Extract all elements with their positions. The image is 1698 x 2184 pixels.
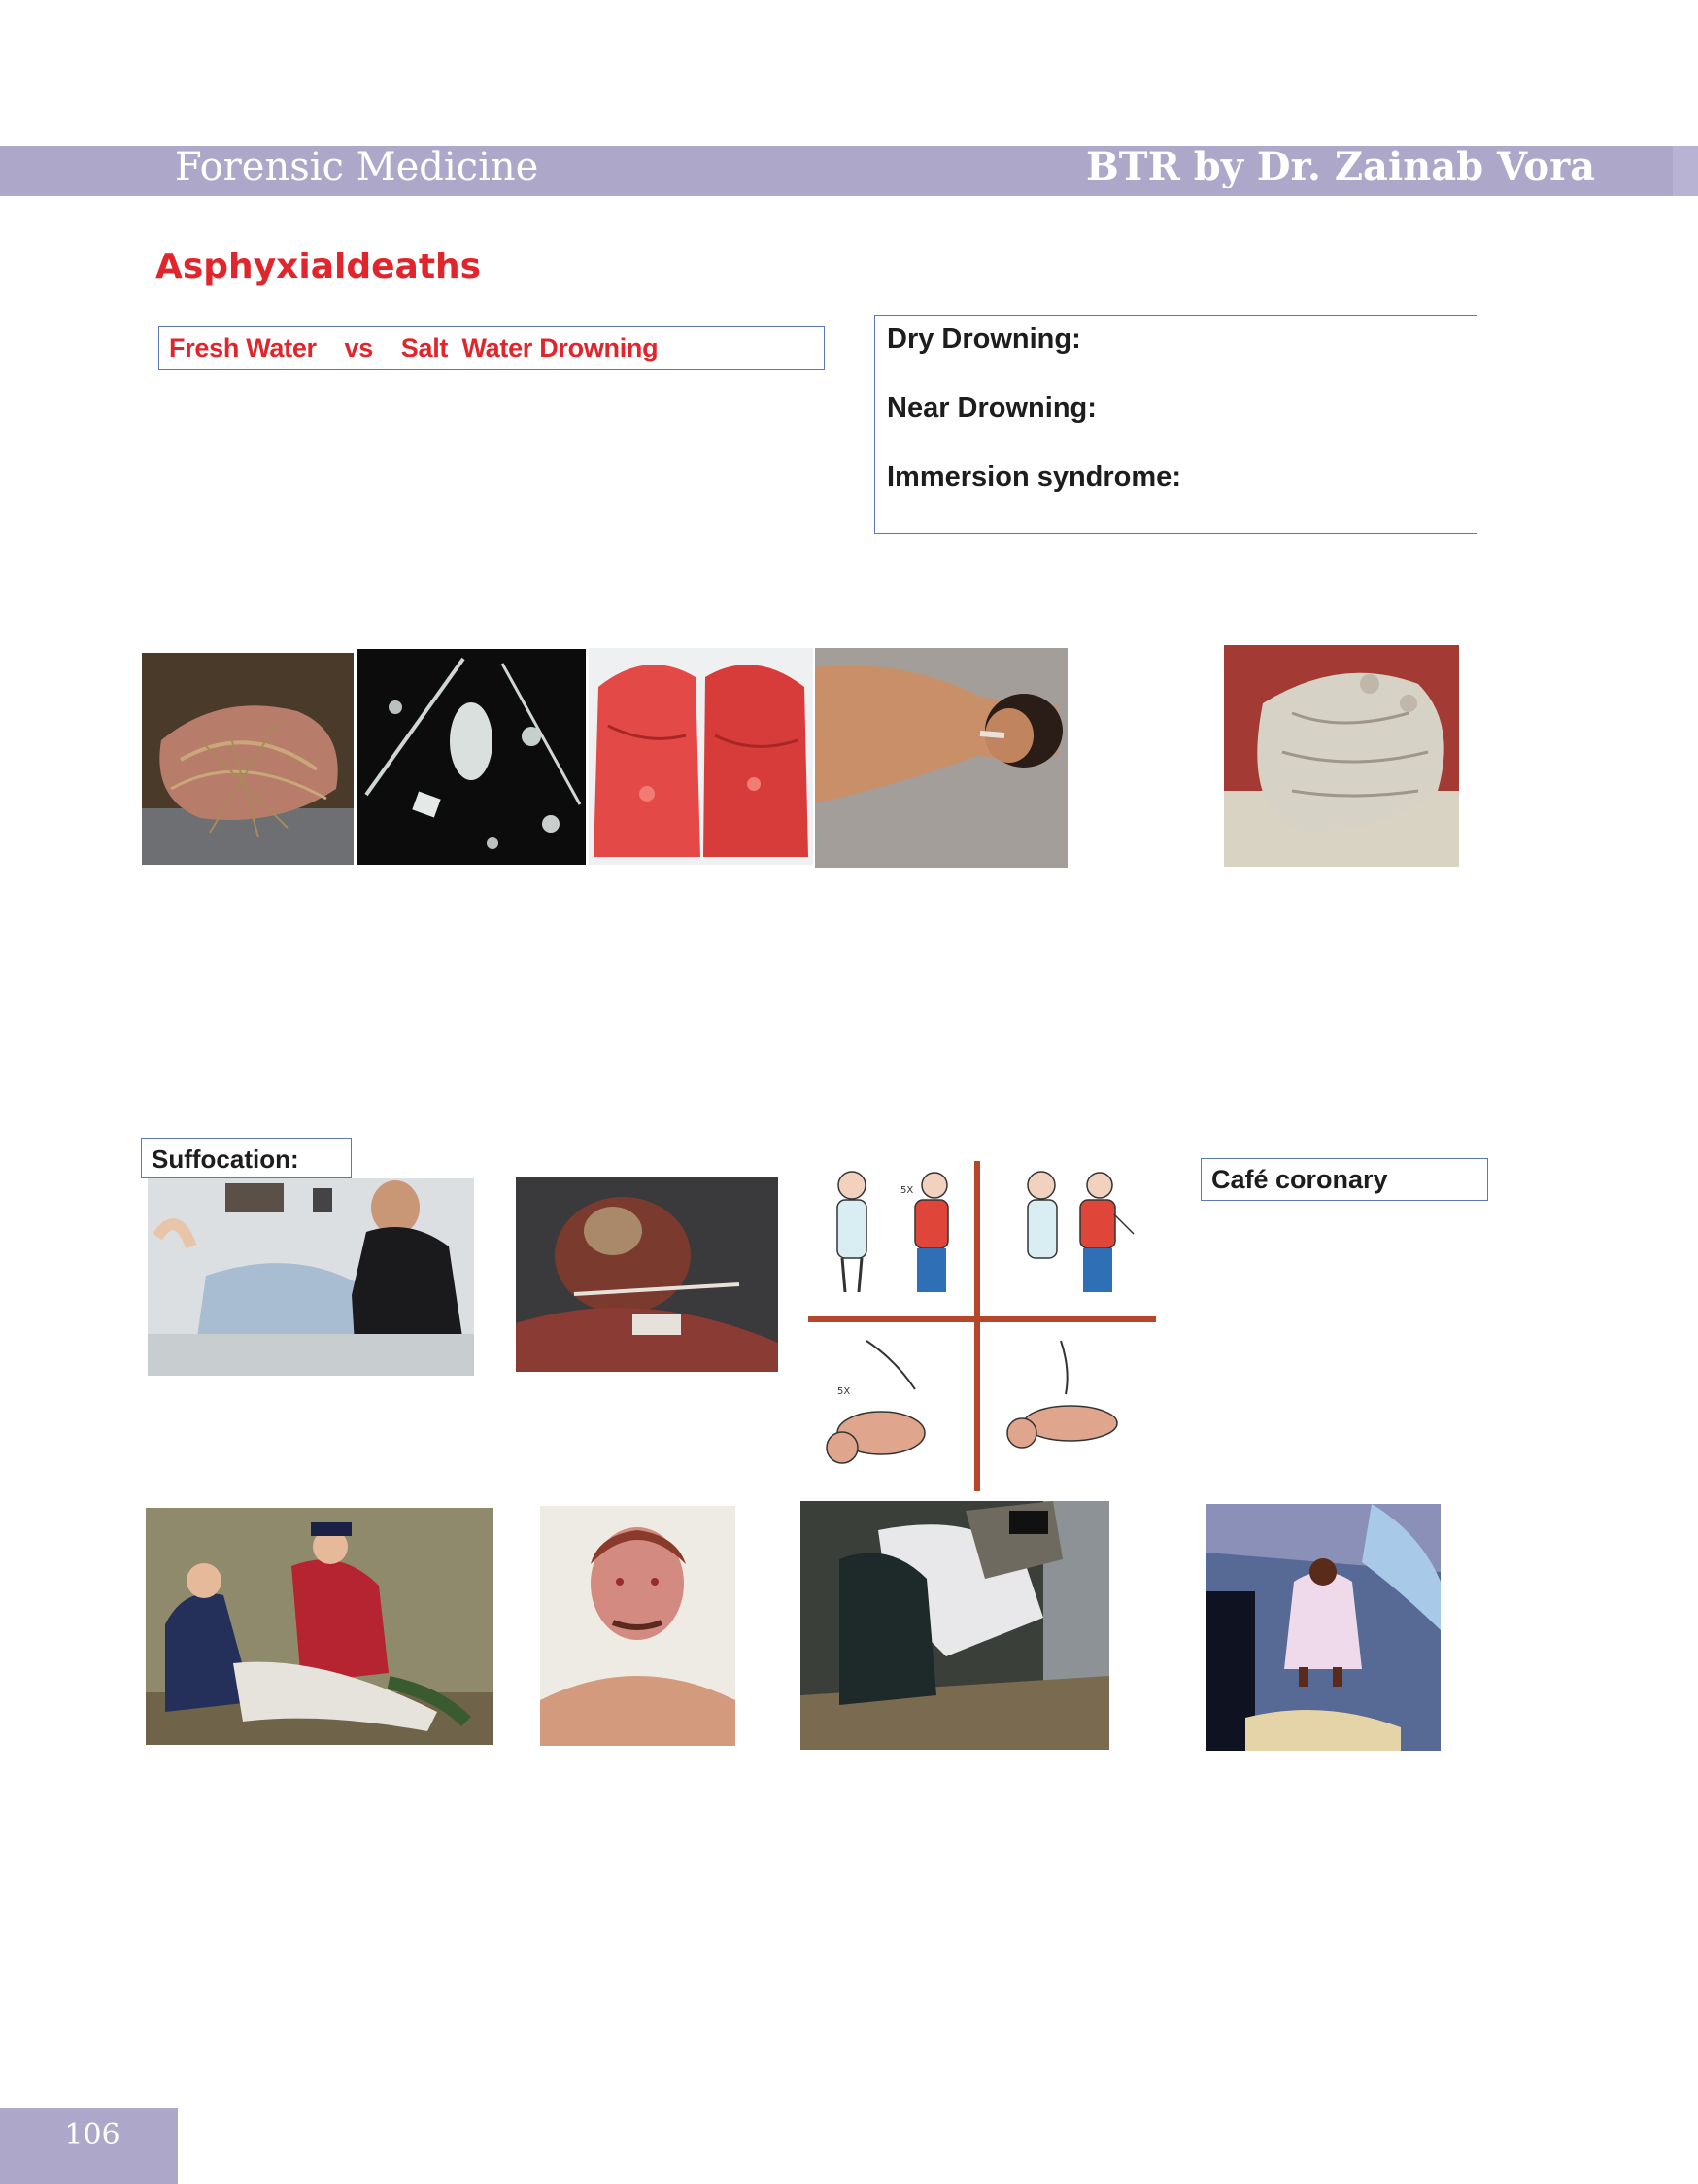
cafe-coronary-label: Café coronary (1211, 1165, 1388, 1194)
drowned-body-photo (815, 648, 1068, 868)
suffocation-box (141, 1138, 352, 1178)
immersion-syndrome-label: Immersion syndrome: (887, 461, 1181, 493)
svg-text:5X: 5X (837, 1386, 851, 1397)
infant-on-bed-photo (1206, 1504, 1441, 1751)
suffocation-label: Suffocation: (152, 1144, 299, 1174)
header-right-title: BTR by Dr. Zainab Vora (1086, 144, 1596, 189)
face-autopsy-photo (516, 1177, 778, 1372)
page-number-tab (0, 2108, 178, 2184)
fresh-vs-salt-label: Fresh Water vs Salt Water Drowning (169, 333, 659, 362)
pillow-smothering-photo (148, 1178, 474, 1376)
inverted-body-photo (800, 1501, 1109, 1750)
cyanosed-face-illustration (540, 1506, 735, 1746)
page-number: 106 (64, 2118, 120, 2152)
heimlich-maneuver-diagram (808, 1156, 1156, 1491)
dry-drowning-label: Dry Drowning: (887, 324, 1081, 355)
near-drowning-label: Near Drowning: (887, 392, 1097, 424)
svg-text:5X: 5X (900, 1185, 914, 1196)
fresh-vs-salt-box (158, 326, 825, 370)
header-left-title: Forensic Medicine (175, 145, 539, 189)
drowning-definitions-box (874, 315, 1477, 534)
washerwoman-hand-photo (1224, 645, 1459, 867)
section-title: Asphyxialdeaths (155, 247, 482, 287)
lungs-photo (589, 648, 813, 865)
hand-with-weeds-photo (142, 653, 354, 865)
diatoms-microscopy-photo (357, 649, 586, 865)
cafe-coronary-box (1201, 1158, 1488, 1201)
burking-illustration (146, 1508, 493, 1745)
